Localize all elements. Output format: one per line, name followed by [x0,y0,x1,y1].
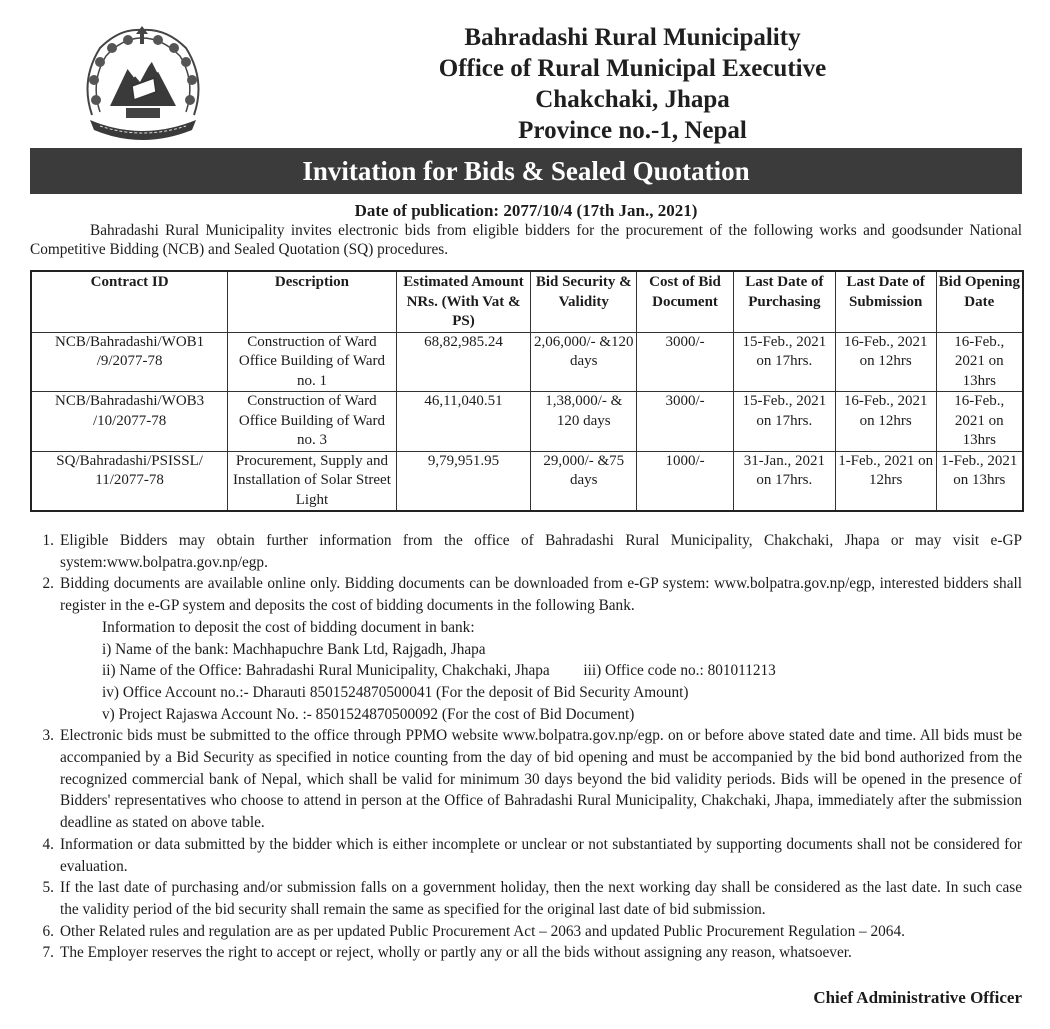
cell-contract-id: NCB/Bahradashi/WOB1 /9/2077-78 [31,332,228,392]
header-bid-security: Bid Security & Validity [531,271,637,332]
list-item [30,877,1022,920]
cell-last-date-purchasing: 15-Feb., 2021 on 17hrs. [733,392,835,452]
bank-information [30,617,1022,726]
cell-contract-id: SQ/Bahradashi/PSISSL/ 11/2077-78 [31,451,228,511]
bank-office-code: iii) Office code no.: 801011213 [583,662,776,680]
cell-description: Construction of Ward Office Building of Ward no. 3 [228,392,396,452]
bank-office-name: ii) Name of the Office: Bahradashi Rural Municipality, Chakchaki, Jhapa [102,662,550,680]
note-text: The Employer reserves the right to accept or reject, wholly or partly any or all the bids without assigning any reason, whatsoever. [60,944,852,962]
header-last-date-submission: Last Date of Submission [835,271,936,332]
note-number: 4. [42,835,54,853]
cell-last-date-submission: 16-Feb., 2021 on 12hrs [835,392,936,452]
intro-paragraph: Bahradashi Rural Municipality invites electronic bids from eligible bidders for the procurement of the following works and goodsunder National Competitive Bidding (NCB) and Sealed Quotation (SQ) procedures. [30,222,1022,258]
note-number: 5. [42,879,54,897]
cell-description: Procurement, Supply and Installation of Solar Street Light [228,451,396,511]
province-name: Province no.-1, Nepal [518,117,747,144]
cell-cost-of-document: 3000/- [637,332,734,392]
list-item [30,942,1022,964]
rajaswa-account: v) Project Rajaswa Account No. :- 8501524870500092 (For the cost of Bid Document) [102,705,635,723]
note-number: 2. [42,575,54,593]
cell-last-date-submission: 1-Feb., 2021 on 12hrs [835,451,936,511]
cell-bid-security: 2,06,000/- &120 days [531,332,637,392]
note-text: Bidding documents are available online only. Bidding documents can be downloaded from e-GP system: www.bolpatra.gov.np/egp, interested bidders shall register in the e-GP system and deposits the cost of bidding documents in the following Bank. [60,575,1022,615]
office-name-and-code [102,660,1022,682]
note-text: Information or data submitted by the bidder which is either incomplete or unclear or not substantiated by supporting documents shall not be considered for evaluation. [60,835,1022,875]
cell-bid-opening-date: 16-Feb., 2021 on 13hrs [936,392,1023,452]
municipality-name: Bahradashi Rural Municipality [464,24,801,51]
header-estimated-amount: Estimated Amount NRs. (With Vat & PS) [396,271,531,332]
nepal-emblem-icon [70,20,215,145]
office-location: Chakchaki, Jhapa [535,86,730,113]
cell-cost-of-document: 1000/- [637,451,734,511]
bids-table [30,270,1024,512]
note-text: Eligible Bidders may obtain further information from the office of Bahradashi Rural Municipality, Chakchaki, Jhapa or may visit e-GP system:www.bolpatra.gov.np/egp. [60,532,1022,571]
note-text: Other Related rules and regulation are as per updated Public Procurement Act – 2063 and updated Public Procurement Regulation – 2064. [60,922,905,940]
notice-title-banner: Invitation for Bids & Sealed Quotation [30,148,1022,194]
bank-name: i) Name of the bank: Machhapuchre Bank Ltd, Rajgadh, Jhapa [102,640,486,658]
cell-description: Construction of Ward Office Building of Ward no. 1 [228,332,396,392]
cell-contract-id: NCB/Bahradashi/WOB3 /10/2077-78 [31,392,228,452]
table-row [31,392,1023,452]
table-row [31,332,1023,392]
header-description: Description [228,271,396,332]
bank-info-intro: Information to deposit the cost of bidding document in bank: [102,618,475,636]
cell-cost-of-document: 3000/- [637,392,734,452]
note-number: 3. [42,727,54,745]
header-cost-of-document: Cost of Bid Document [637,271,734,332]
note-number: 6. [42,922,54,940]
cell-estimated-amount: 68,82,985.24 [396,332,531,392]
cell-last-date-submission: 16-Feb., 2021 on 12hrs [835,332,936,392]
header-last-date-purchasing: Last Date of Purchasing [733,271,835,332]
letterhead [0,0,1050,144]
cell-estimated-amount: 46,11,040.51 [396,392,531,452]
cell-bid-security: 29,000/- &75 days [531,451,637,511]
office-name: Office of Rural Municipal Executive [438,55,827,82]
note-number: 1. [42,532,54,549]
cell-estimated-amount: 9,79,951.95 [396,451,531,511]
header-contract-id: Contract ID [31,271,228,332]
publication-date: Date of publication: 2077/10/4 (17th Jan., 2021) [354,201,698,220]
letterhead-titles [215,22,1050,146]
note-text: If the last date of purchasing and/or submission falls on a government holiday, then the next working day shall be considered as the last date. In such case the validity period of the bid security shall remain the same as specified for the original last date of bid submission. [60,879,1022,918]
header-bid-opening-date: Bid Opening Date [936,271,1023,332]
list-item [30,725,1022,834]
list-item [30,530,1022,573]
note-number: 7. [42,944,54,962]
note-text: Electronic bids must be submitted to the office through PPMO website www.bolpatra.gov.np/egp. on or before above stated date and time. All bids must be accompanied by a Bid Security as specified in notice counting from the day of bid opening and must be accompanied by the bid bond authorized from the recognized commercial bank of Nepal, which shall be valid for minimum 30 days beyond the bid validity periods. Bids will be opened in the presence of Bidders' representatives who choose to attend in person at the Office of Bahradashi Rural Municipality, Chakchaki, Jhapa, immediately after the submission deadline as stated on above table. [60,727,1022,832]
signatory-title: Chief Administrative Officer [813,988,1022,1007]
list-item [30,921,1022,943]
table-row [31,451,1023,511]
cell-last-date-purchasing: 31-Jan., 2021 on 17hrs. [733,451,835,511]
cell-last-date-purchasing: 15-Feb., 2021 on 17hrs. [733,332,835,392]
cell-bid-opening-date: 1-Feb., 2021 on 13hrs [936,451,1023,511]
list-item [30,573,1022,616]
bid-security-account: iv) Office Account no.:- Dharauti 8501524870500041 (For the deposit of Bid Security Amount) [102,683,689,701]
cell-bid-security: 1,38,000/- & 120 days [531,392,637,452]
list-item [30,834,1022,877]
cell-bid-opening-date: 16-Feb., 2021 on 13hrs [936,332,1023,392]
notes-list [30,530,1022,964]
table-header-row [31,271,1023,332]
